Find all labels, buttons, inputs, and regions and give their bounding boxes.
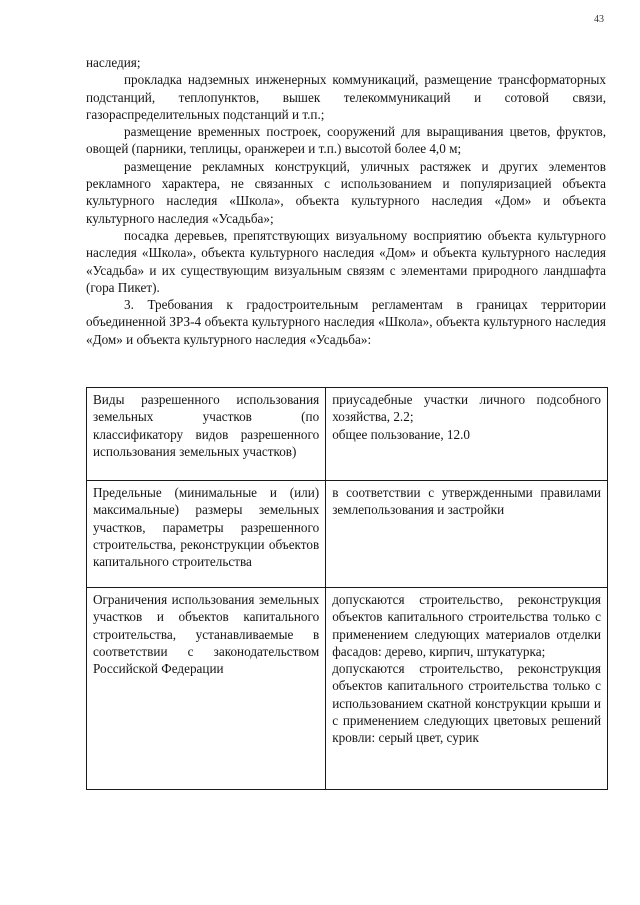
table-row [87, 388, 608, 481]
paragraph: размещение рекламных конструкций, уличных растяжек и других элементов рекламного характера, не связанных с использованием и популяризацией объекта культурного наследия «Школа», объекта культурного наследия «Дом» и объекта культурного наследия «Усадьба»; [86, 158, 606, 226]
table-cell-value [326, 481, 608, 588]
table-row [87, 481, 608, 588]
table-cell-line: приусадебные участки личного подсобного хозяйства, 2.2; [332, 392, 601, 425]
table-cell-value [326, 388, 608, 481]
table-cell-label: Ограничения использования земельных участков и объектов капитального строительства, устанавливаемые в соответствии с законодательством Российской Федерации [87, 588, 326, 790]
page-number: 43 [594, 14, 604, 25]
paragraph: наследия; [86, 55, 141, 70]
table-row [87, 588, 608, 790]
table-cell-value [326, 588, 608, 790]
paragraph: размещение временных построек, сооружений для выращивания цветов, фруктов, овощей (парники, теплицы, оранжереи и т.п.) высотой более 4,0 м; [86, 124, 606, 157]
table-cell-line: допускаются строительство, реконструкция объектов капитального строительства только с применением следующих материалов отделки фасадов: дерево, кирпич, штукатурка; [332, 592, 601, 659]
table-cell-line: допускаются строительство, реконструкция объектов капитального строительства только с использованием скатной конструкции крыши и с применением следующих цветовых решений кровли: серый цвет, сурик [332, 661, 601, 746]
table-cell-label: Виды разрешенного использования земельных участков (по классификатору видов разрешенного использования земельных участков) [87, 388, 326, 481]
table-cell-line: в соответствии с утвержденными правилами землепользования и застройки [332, 485, 601, 518]
table-cell-line: общее пользование, 12.0 [332, 426, 471, 442]
paragraph: прокладка надземных инженерных коммуникаций, размещение трансформаторных подстанций, теплопунктов, вышек телекоммуникаций и сотовой связи, газораспределительных подстанций и т.п.; [86, 72, 606, 122]
paragraph: посадка деревьев, препятствующих визуальному восприятию объекта культурного наследия «Школа», объекта культурного наследия «Дом» и объекта культурного наследия «Усадьба» и их существующим визуальным связям с элементами природного ландшафта (гора Пикет). [86, 227, 606, 295]
body-text [86, 54, 606, 348]
requirements-table [86, 387, 608, 790]
paragraph: 3. Требования к градостроительным регламентам в границах территории объединенной ЗРЗ-4 объекта культурного наследия «Школа», объекта культурного наследия «Дом» и объекта культурного наследия «Усадьба»: [86, 297, 606, 347]
table-cell-label: Предельные (минимальные и (или) максимальные) размеры земельных участков, параметры разрешенного строительства, реконструкции объектов капитального строительства [87, 481, 326, 588]
